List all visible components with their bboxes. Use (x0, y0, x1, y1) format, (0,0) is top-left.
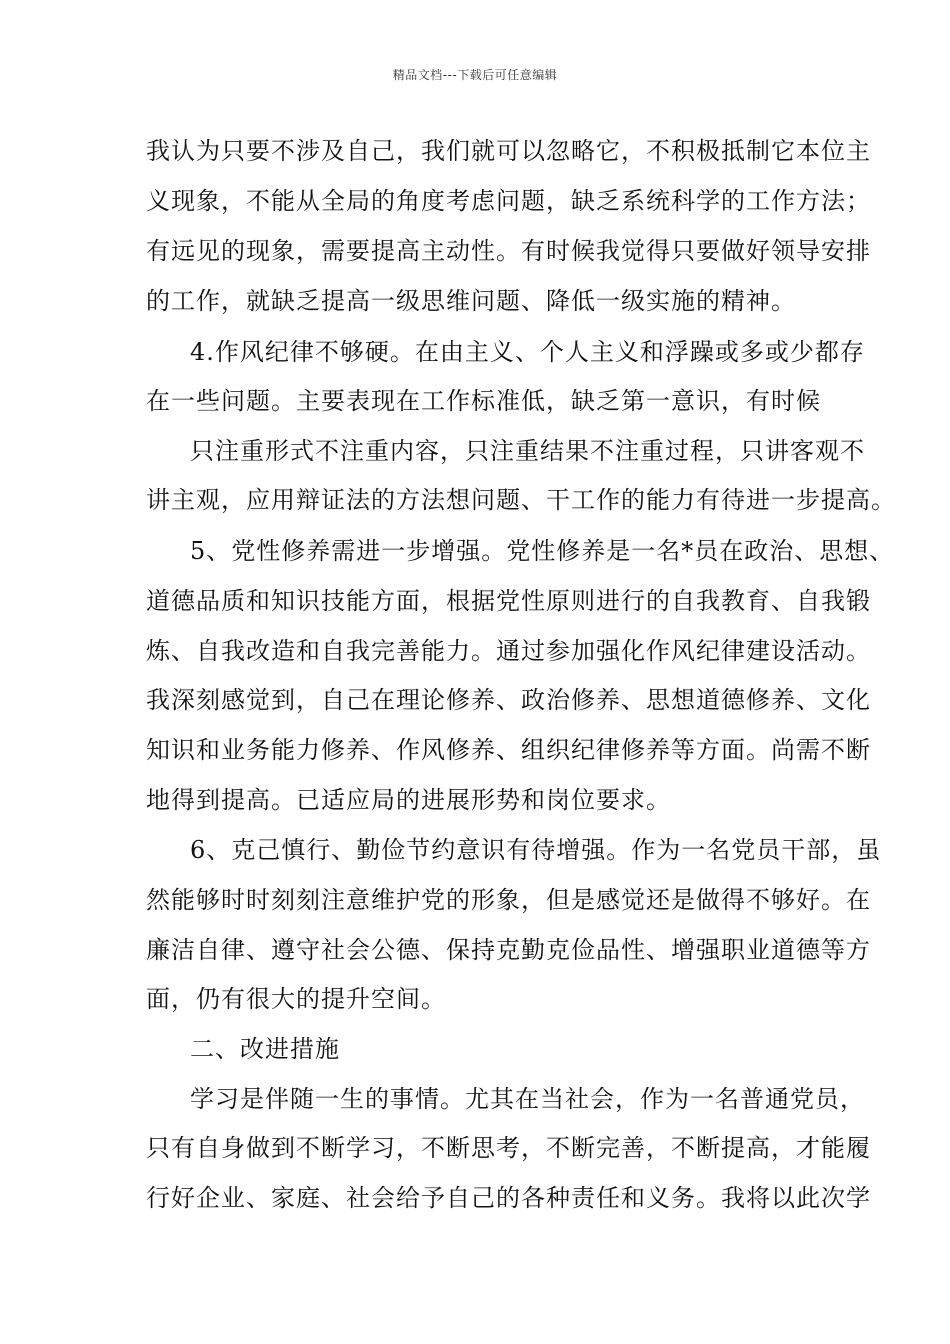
text-line: 4.作风纪律不够硬。在由主义、个人主义和浮躁或多或少都存 (190, 338, 865, 366)
text-line: 然能够时时刻刻注意维护党的形象，但是感觉还是做得不够好。在 (146, 886, 871, 914)
text-line: 面，仍有很大的提升空间。 (146, 985, 446, 1013)
text-line: 义现象，不能从全局的角度考虑问题，缺乏系统科学的工作方法； (146, 187, 871, 215)
text-line: 廉洁自律、遵守社会公德、保持克勤克俭品性、增强职业道德等方 (146, 936, 871, 964)
text-line: 的工作，就缺乏提高一级思维问题、降低一级实施的精神。 (146, 287, 796, 315)
text-line: 学习是伴随一生的事情。尤其在当社会，作为一名普通党员， (190, 1085, 865, 1113)
text-line: 我认为只要不涉及自己，我们就可以忽略它，不积极抵制它本位主 (146, 137, 871, 165)
text-line: 道德品质和知识技能方面，根据党性原则进行的自我教育、自我锻 (146, 587, 871, 615)
text-line: 5、党性修养需进一步增强。党性修养是一名*员在政治、思想、 (190, 537, 895, 565)
text-line: 我深刻感觉到，自己在理论修养、政治修养、思想道德修养、文化 (146, 686, 871, 714)
page-header: 精品文档---下载后可任意编辑 (392, 68, 558, 82)
text-line: 行好企业、家庭、社会给予自己的各种责任和义务。我将以此次学 (146, 1184, 871, 1212)
text-line: 6、克己慎行、勤俭节约意识有待增强。作为一名党员干部，虽 (190, 836, 882, 864)
text-line: 讲主观，应用辩证法的方法想问题、干工作的能力有待进一步提高。 (146, 486, 896, 514)
text-line: 只有自身做到不断学习，不断思考，不断完善，不断提高，才能履 (146, 1134, 871, 1162)
text-line: 在一些问题。主要表现在工作标准低，缺乏第一意识，有时候 (146, 387, 821, 415)
section-heading: 二、改进措施 (190, 1035, 340, 1063)
text-line: 地得到提高。已适应局的进展形势和岗位要求。 (146, 786, 671, 814)
text-line: 只注重形式不注重内容，只注重结果不注重过程，只讲客观不 (190, 437, 865, 465)
text-line: 炼、自我改造和自我完善能力。通过参加强化作风纪律建设活动。 (146, 637, 871, 665)
text-line: 知识和业务能力修养、作风修养、组织纪律修养等方面。尚需不断 (146, 736, 871, 764)
text-line: 有远见的现象，需要提高主动性。有时候我觉得只要做好领导安排 (146, 237, 871, 265)
